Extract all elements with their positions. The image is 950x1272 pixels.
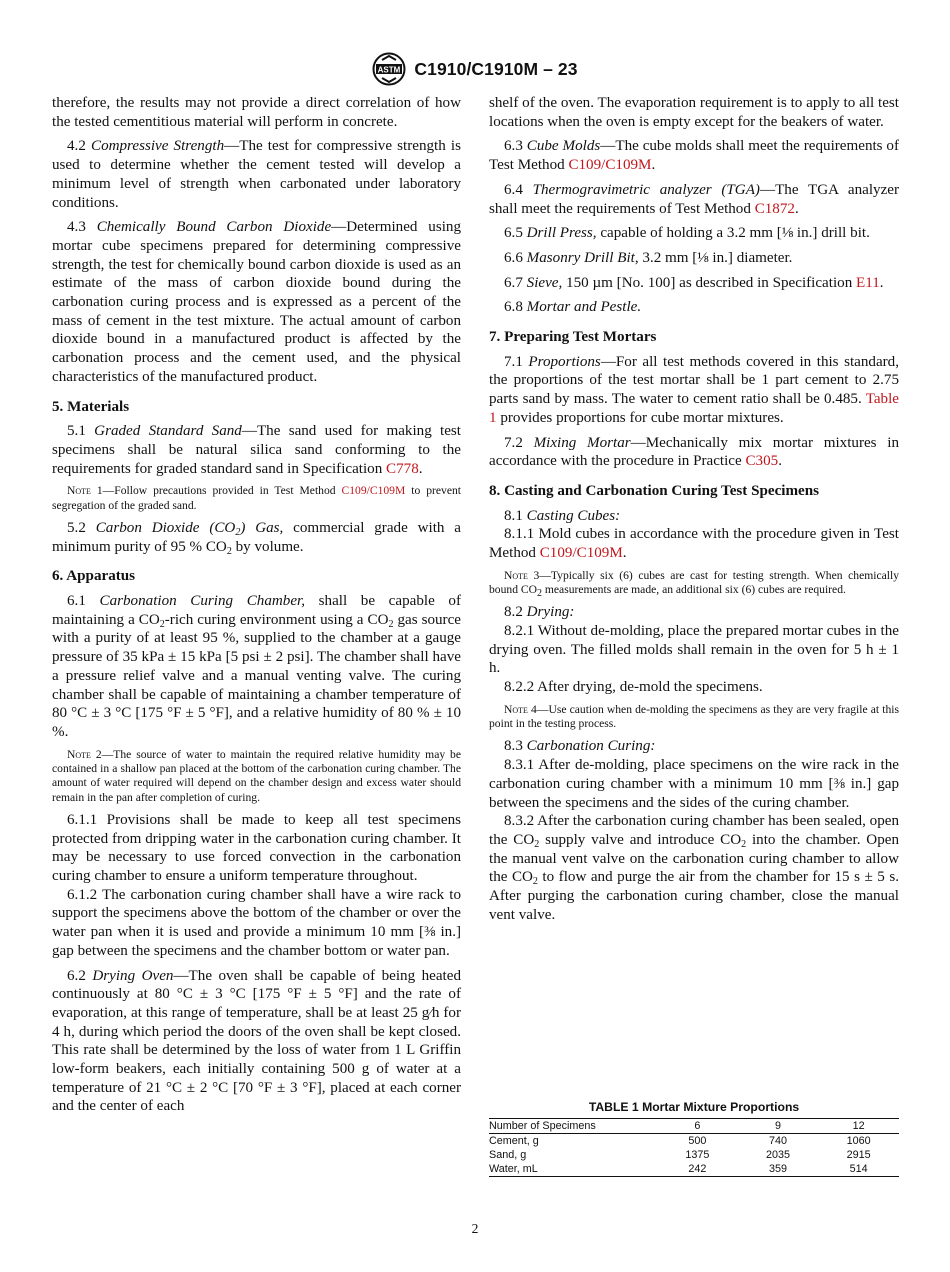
table-cell: 1375 [685, 1149, 710, 1161]
section-5-1: 5.1 Graded Standard Sand—The sand used for making test specimens shall be natural silica sand conforming to the requirements for graded standard sand in Specification C778. [52, 423, 461, 477]
left-column [52, 94, 461, 1122]
table-header-row [489, 1119, 899, 1134]
table-cell: 500 [688, 1135, 707, 1147]
section-8-3-2: 8.3.2 After the carbonation curing chamber has been sealed, open the $CO_2$ supply valve and introduce $CO_2$ into the chamber. Open the manual vent valve on the carbonation curing chamber to allow the $CO_2$ to flow and purge the air from the chamber for 15 s ± 5 s. After purging the carbonation curing chamber, close the manual vent valve. [489, 813, 899, 923]
section-6-1-1: 6.1.1 Provisions shall be made to keep all test specimens protected from dripping water in the carbonation curing chamber. It may be necessary to use forced convection in the carbonation curing chamber to ensure a uniform temperature throughout. [52, 811, 461, 884]
link-c109[interactable]: C109/C109M [568, 157, 652, 174]
section-6-7: 6.7 Sieve, 150 µm [No. 100] as described in Specification E11. [504, 274, 884, 291]
link-e11[interactable]: E11 [856, 274, 880, 291]
section-8-2-2: 8.2.2 After drying, de-mold the specimens. [504, 679, 763, 696]
astm-logo-icon [372, 52, 406, 86]
section-8-3-1: 8.3.1 After de-molding, place specimens on the wire rack in the carbonation curing chamber with a minimum 10 mm [⅜ in.] gap between the specimens and the sides of the curing chamber. [489, 757, 899, 811]
note-1: Note 1—Follow precautions provided in Test Method C109/C109M to prevent segregation of the graded sand. [52, 484, 461, 512]
section-6-5: 6.5 Drill Press, capable of holding a 3.2 mm [⅛ in.] drill bit. [504, 225, 870, 242]
section-5-2: 5.2 Carbon Dioxide $(CO_2)$ Gas, commercial grade with a minimum purity of 95 % $CO_2$ by volume. [52, 519, 461, 557]
heading-casting-curing: 8. Casting and Carbonation Curing Test Specimens [489, 482, 820, 499]
link-c305[interactable]: C305 [745, 453, 779, 470]
table-cell: 1060 [846, 1135, 871, 1147]
section-8-2: 8.2 Drying: [504, 604, 575, 621]
table-header-cell: 6 [694, 1120, 701, 1132]
note-2: Note 2—The source of water to maintain the required relative humidity may be contained in a shallow pan placed at the bottom of the carbonation curing chamber. The amount of water required will depend on the chamber design and excess water should remain in the pan after completion of curing. [52, 747, 461, 804]
section-6-4: 6.4 Thermogravimetric analyzer (TGA)—The TGA analyzer shall meet the requirements of Test Method C1872. [489, 181, 899, 217]
heading-materials: 5. Materials [52, 398, 130, 415]
page-number: 2 [471, 1221, 479, 1236]
note-3: Note 3—Typically six (6) cubes are cast for testing strength. When chemically bound $CO_2$ measurements are made, an additional six (6) cubes are required. [489, 568, 899, 600]
right-column [489, 94, 899, 931]
section-6-6: 6.6 Masonry Drill Bit, 3.2 mm [⅛ in.] diameter. [504, 249, 793, 266]
section-7-1: 7.1 Proportions—For all test methods covered in this standard, the proportions of the test mortar shall be 1 part cement to 2.75 parts sand by mass. The water to cement ratio shall be 0.485. Table 1 provides proportions for cube mortar mixtures. [489, 353, 899, 426]
table-cell: Water, mL [489, 1163, 538, 1175]
table-row [489, 1134, 899, 1149]
table-cell: 514 [849, 1163, 868, 1175]
table-cell: 740 [768, 1135, 787, 1147]
table-row [489, 1148, 899, 1162]
table-title: TABLE 1 Mortar Mixture Proportions [588, 1100, 800, 1114]
document-id: C1910/C1910M – 23 [414, 58, 578, 79]
link-c109[interactable]: C109/C109M [341, 484, 406, 498]
svg-text:ASTM: ASTM [378, 65, 401, 75]
mortar-proportions-table [489, 1118, 899, 1177]
heading-apparatus: 6. Apparatus [52, 568, 136, 585]
section-6-1-2: 6.1.2 The carbonation curing chamber shall have a wire rack to support the specimens above the bottom of the chamber or over the water pan when it is used and provide a minimum 10 mm [⅜ in.] gap between the specimens and the chamber bottom or water pan. [52, 886, 461, 959]
section-6-1: 6.1 Carbonation Curing Chamber, shall be capable of maintaining a $CO_2$-rich curing environment using a $CO_2$ gas source with a purity of at least 95 %, supplied to the chamber at a gauge pressure of 35 kPa ± 15 kPa [5 psi ± 2 psi]. The chamber shall have a pressure relief valve and a manual venting valve. The curing chamber shall be capable of maintaining a chamber temperature of 80 °C ± 3 °C [175 °F ± 5 °F], and a relative humidity of 80 % ± 10 %. [52, 593, 461, 740]
section-6-2: 6.2 Drying Oven—The oven shall be capable of being heated continuously at 80 °C ± 3 °C [175 °F ± 5 °F] and the rate of evaporation, at this range of temperature, shall be at least 25 g⁄h for 4 h, during which period the doors of the oven shall be kept closed. This rate shall be determined by the loss of water from 1 L Griffin low-form beakers, each initially containing 500 g of water at a temperature of 21 °C ± 2 °C [70 °F ± 3 °F], placed at each corner and the center of each [52, 967, 461, 1115]
heading-preparing-test-mortars: 7. Preparing Test Mortars [489, 329, 657, 346]
table-cell: 359 [768, 1163, 787, 1175]
table-cell: 2035 [765, 1149, 790, 1161]
page-header [0, 52, 950, 86]
table-cell: Sand, g [489, 1149, 527, 1161]
table-1 [489, 1100, 899, 1177]
paragraph-continued-right: shelf of the oven. The evaporation requirement is to apply to all test locations when the oven is empty except for the beakers of water. [489, 95, 899, 130]
table-cell: 2915 [846, 1149, 871, 1161]
table-cell: Cement, g [489, 1135, 539, 1147]
table-cell: 242 [688, 1163, 707, 1175]
section-8-3: 8.3 Carbonation Curing: [504, 738, 656, 755]
section-6-3: 6.3 Cube Molds—The cube molds shall meet the requirements of Test Method C109/C109M. [489, 138, 900, 174]
section-4-2: 4.2 Compressive Strength—The test for compressive strength is used to determine whether the cement tested will develop a minimum level of strength when carbonated under laboratory conditions. [52, 138, 461, 211]
link-c1872[interactable]: C1872 [754, 200, 795, 217]
link-c778[interactable]: C778 [386, 460, 419, 477]
table-header-cell: 12 [852, 1120, 865, 1132]
link-c109[interactable]: C109/C109M [539, 545, 623, 562]
section-7-2: 7.2 Mixing Mortar—Mechanically mix mortar mixtures in accordance with the procedure in Practice C305. [489, 434, 900, 470]
link-table-1[interactable]: Table 1 [489, 391, 899, 426]
section-8-1-1: 8.1.1 Mold cubes in accordance with the procedure given in Test Method C109/C109M. [489, 526, 899, 562]
table-header-cell: 9 [774, 1120, 781, 1132]
table-header-cell: Number of Specimens [489, 1120, 596, 1132]
section-8-2-1: 8.2.1 Without de-molding, place the prepared mortar cubes in the drying oven. The filled molds shall remain in the oven for 5 h ± 1 h. [489, 623, 899, 677]
paragraph-continued: therefore, the results may not provide a direct correlation of how the tested cementitious material will perform in concrete. [52, 95, 461, 130]
table-row [489, 1162, 899, 1177]
note-4: Note 4—Use caution when de-molding the specimens as they are very fragile at this point in the testing process. [489, 702, 899, 731]
section-8-1: 8.1 Casting Cubes: [504, 507, 621, 524]
section-4-3: 4.3 Chemically Bound Carbon Dioxide—Determined using mortar cube specimens prepared for determining compressive strength, the test for chemically bound carbon dioxide is used as an estimate of the mass of carbon dioxide bound during the carbonation curing process and is expressed as a percent of the mass of cement in the test mixture. The actual amount of carbon dioxide bound in a manufactured product is affected by the carbonation process and the cement used, and the physical characteristics of the manufactured product. [52, 219, 461, 385]
section-6-8: 6.8 Mortar and Pestle. [504, 299, 642, 316]
